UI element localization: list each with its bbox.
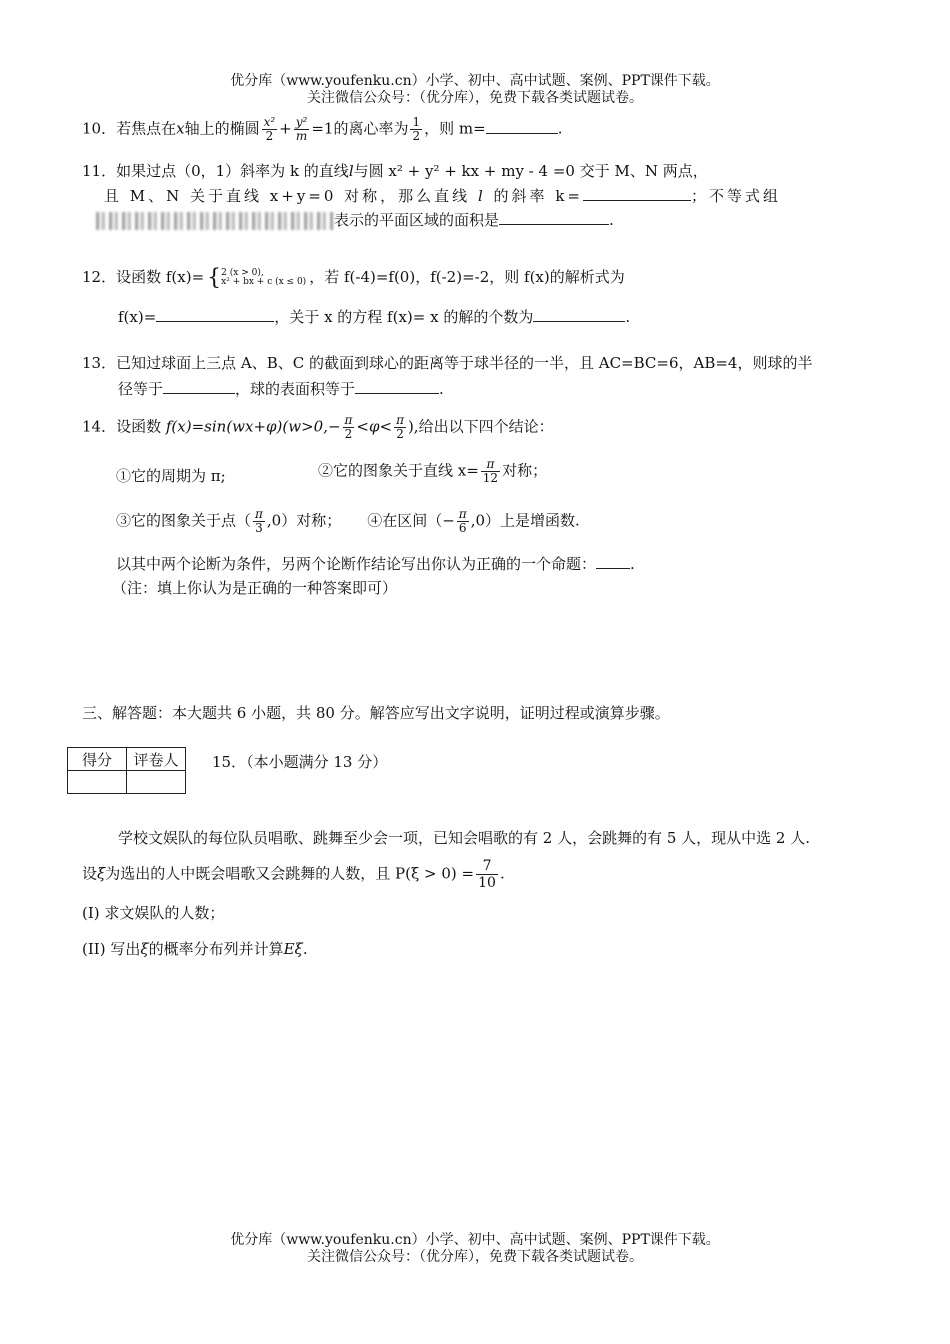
q10-number: 10． xyxy=(82,119,117,138)
q10-eq: =1 xyxy=(311,119,334,138)
q11-line2-a: 且 M、N 关于直线 x+y=0 对称，那么直线 xyxy=(104,187,471,205)
q15-paragraph-2 xyxy=(82,858,505,891)
q15-part-1: (I) 求文娱队的人数； xyxy=(82,904,225,922)
q14-mid: <φ< xyxy=(356,417,393,436)
q14-c4-a: ④在区间（− xyxy=(367,511,455,530)
q15-paragraph-1: 学校文娱队的每位队员唱歌、跳舞至少会一项，已知会唱歌的有 2 人，会跳舞的有 5 人，现从中选 2 人. xyxy=(118,829,811,847)
q12-number: 12． xyxy=(82,268,117,286)
q10-frac-3: $\frac{1}{2}$ xyxy=(412,115,421,143)
q15-xi: ξ xyxy=(97,864,106,883)
inequality-system-image xyxy=(96,212,334,230)
q14-line-a: 以其中两个论断为条件，另两个论断作结论写出你认为正确的一个命题： xyxy=(116,555,597,573)
q12-line2-b: ，关于 x 的方程 f(x)= x 的解的个数为 xyxy=(274,308,534,326)
header-line-2: 关注微信公众号：（优分库），免费下载各类试题试卷。 xyxy=(307,90,643,106)
q14-c3-frac: $\frac{\pi}{3}$ xyxy=(255,507,263,535)
q10-answer-blank[interactable] xyxy=(486,119,558,134)
q14-line-proposition xyxy=(116,553,635,574)
q10-x-var: x xyxy=(176,119,185,138)
question-12-line-2 xyxy=(118,306,630,327)
q14-c3-a: ③它的图象关于点（ xyxy=(116,511,252,530)
header-line-1: 优分库（www.youfenku.cn）小学、初中、高中试题、案例、PPT课件下载。 xyxy=(230,73,720,89)
q11-end: . xyxy=(609,211,614,229)
score-cell[interactable] xyxy=(68,771,127,794)
q14-c2-b: 对称； xyxy=(502,461,548,480)
q10-text-d: ，则 m= xyxy=(424,119,486,138)
q13-end: . xyxy=(439,380,444,398)
q11-line1-a: 如果过点（0，1）斜率为 k 的直线 xyxy=(116,162,349,180)
q13-radius-blank[interactable] xyxy=(163,379,235,394)
q14-c2-frac: $\frac{\pi}{12}$ xyxy=(482,457,499,485)
q13-line2-a: 径等于 xyxy=(118,380,164,398)
q10-plus: + xyxy=(279,119,292,138)
footer-line-1: 优分库（www.youfenku.cn）小学、初中、高中试题、案例、PPT课件下载。 xyxy=(230,1232,720,1248)
q14-c4-b: ,0）上是增函数. xyxy=(470,511,580,530)
q11-line2-b: 的斜率 k= xyxy=(493,187,583,205)
question-11-line-3 xyxy=(96,209,614,230)
question-13-line-1 xyxy=(82,352,812,373)
q11-l-var-2: l xyxy=(477,187,486,205)
q15-exi: Eξ xyxy=(283,940,303,958)
footer-line-2: 关注微信公众号：（优分库），免费下载各类试题试卷。 xyxy=(307,1249,643,1265)
grader-cell[interactable] xyxy=(127,771,186,794)
question-14-line-1 xyxy=(82,414,554,441)
q12-text-b: ，若 f(-4)=f(0)，f(-2)=-2，则 f(x)的解析式为 xyxy=(309,268,625,286)
q14-note: （注：填上你认为是正确的一种答案即可） xyxy=(112,579,398,597)
q12-piecewise: { 2 (x > 0), x² + bx + c (x ≤ 0) xyxy=(207,265,307,291)
q14-c3-b: ,0）对称； xyxy=(266,511,342,530)
q15-part2-b: 的概率分布列并计算 xyxy=(148,940,284,958)
q12-end: . xyxy=(625,308,631,326)
q10-frac-2: $\frac{\text{y²}}{m}$ xyxy=(295,115,308,143)
section-3-title: 三、解答题：本大题共 6 小题，共 80 分。解答应写出文字说明，证明过程或演算步骤。 xyxy=(82,704,670,722)
q12-fx-blank[interactable] xyxy=(156,307,274,322)
q13-surface-blank[interactable] xyxy=(355,379,439,394)
q11-l-var: l xyxy=(348,162,354,180)
q14-conclusions-3-4 xyxy=(116,508,580,535)
q13-number: 13． xyxy=(82,354,117,372)
q15-part2-end: . xyxy=(302,940,308,958)
question-11-line-1 xyxy=(82,160,708,181)
score-table xyxy=(67,747,186,794)
q14-text-a: 设函数 xyxy=(116,417,166,436)
q14-number: 14． xyxy=(82,417,117,436)
q14-frac-1: $\frac{\pi}{2}$ xyxy=(344,413,353,441)
q14-line-a-end: . xyxy=(630,555,635,573)
q11-slope-blank[interactable] xyxy=(583,186,691,201)
q15-title: 15．（本小题满分 13 分） xyxy=(212,753,388,771)
q15-p2-a: 设 xyxy=(82,864,98,883)
q15-part2-a: (II) 写出 xyxy=(82,940,141,958)
q14-text-b: ),给出以下四个结论： xyxy=(407,417,554,436)
q11-area-blank[interactable] xyxy=(499,210,609,225)
q10-text-a: 若焦点在 xyxy=(116,119,177,138)
q14-answer-blank[interactable] xyxy=(596,554,630,569)
q12-text-a: 设函数 f(x)= xyxy=(116,268,205,286)
question-10 xyxy=(82,116,562,143)
q11-number: 11． xyxy=(82,162,117,180)
question-13-line-2 xyxy=(118,378,444,399)
q14-c4-frac: $\frac{\pi}{6}$ xyxy=(458,507,467,535)
q15-p2-b: 为选出的人中既会唱歌又会跳舞的人数，且 P(ξ > 0) = xyxy=(105,864,475,883)
q12-line2-a: f(x)= xyxy=(118,308,157,326)
q14-conclusion-1: ①它的周期为 π; xyxy=(116,467,226,485)
q10-end: . xyxy=(557,119,563,138)
q11-line2-c: ；不等式组 xyxy=(690,187,781,205)
grader-header: 评卷人 xyxy=(127,748,186,771)
q14-c2-a: ②它的图象关于直线 x= xyxy=(318,461,479,480)
q14-func: f(x)=sin(wx+φ)(w>0,− xyxy=(165,417,341,436)
q14-frac-2: $\frac{\pi}{2}$ xyxy=(396,413,404,441)
score-header: 得分 xyxy=(68,748,127,771)
question-11-line-2 xyxy=(104,185,781,206)
q15-part-2 xyxy=(82,938,308,959)
q10-text-c: 的离心率为 xyxy=(333,119,409,138)
q12-count-blank[interactable] xyxy=(533,307,625,322)
q11-line3: 表示的平面区域的面积是 xyxy=(334,211,500,229)
q13-line2-b: ，球的表面积等于 xyxy=(235,380,356,398)
q14-conclusion-2 xyxy=(318,458,547,485)
q15-p2-end: . xyxy=(499,864,505,883)
q15-frac: $\frac{7}{10}$ xyxy=(478,858,496,891)
q10-text-b: 轴上的椭圆 xyxy=(184,119,260,138)
q11-line1-b: 与圆 x² + y² + kx + my - 4 =0 交于 M、N 两点， xyxy=(353,162,708,180)
q10-frac-1: $\frac{\text{x²}}{2}$ xyxy=(263,115,276,143)
q13-line1: 已知过球面上三点 A、B、C 的截面到球心的距离等于球半径的一半，且 AC=BC=6，AB=4，则球的半 xyxy=(116,354,813,372)
q15-xi-2: ξ xyxy=(140,940,149,958)
question-12-line-1 xyxy=(82,265,625,291)
